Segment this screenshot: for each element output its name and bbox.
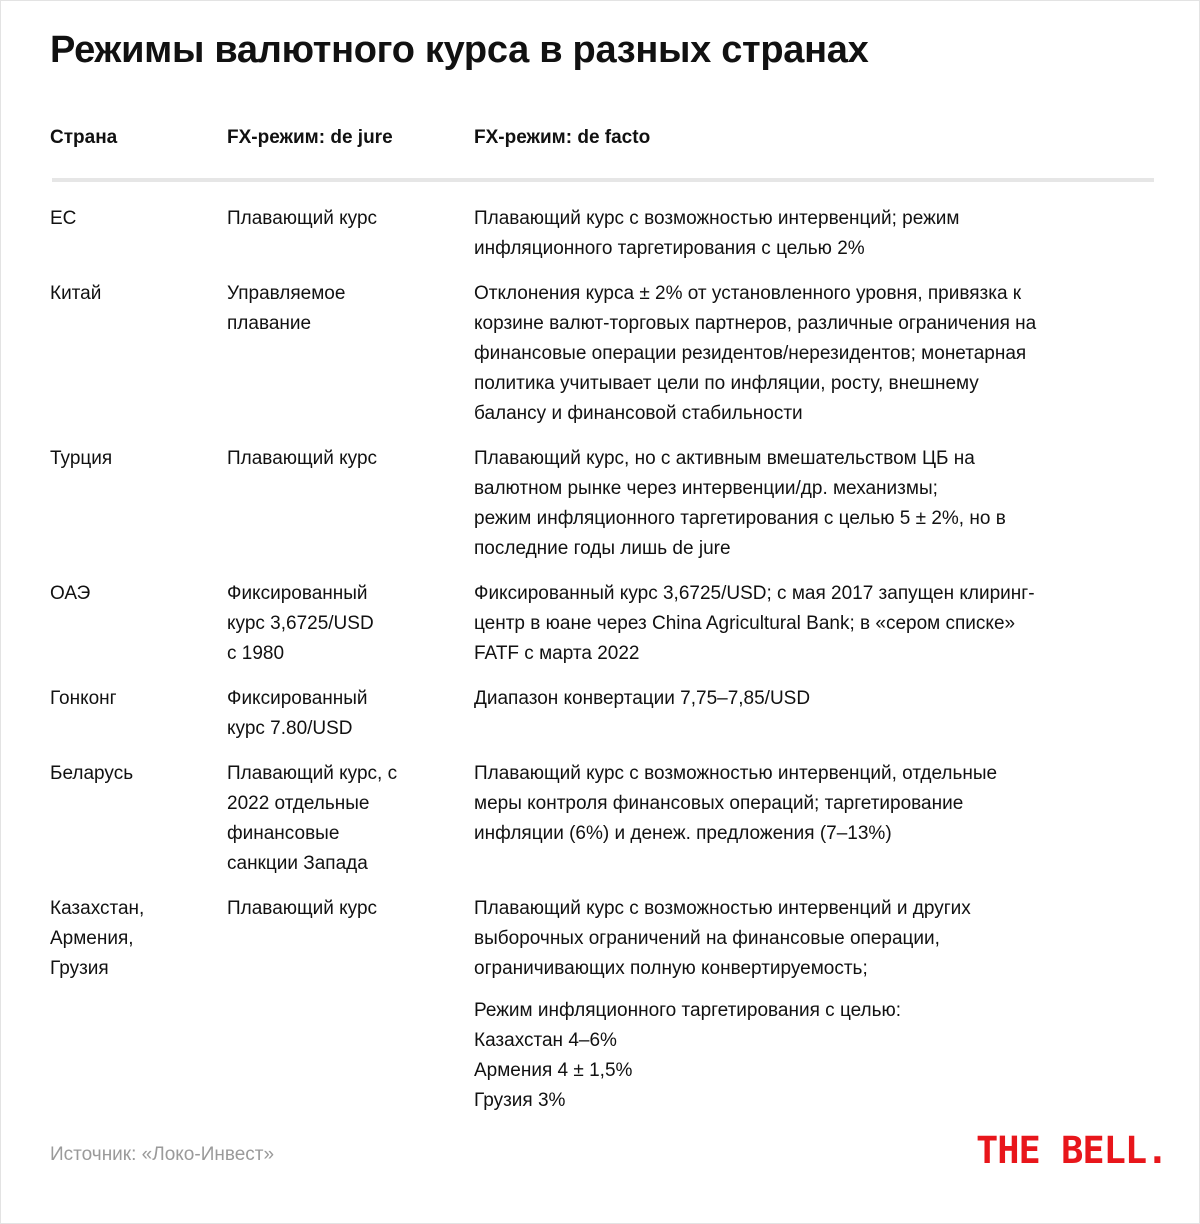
cell-country (50, 204, 210, 234)
header-divider (52, 178, 1154, 182)
cell-de-facto-line: ограничивающих полную конвертируемость; (474, 958, 868, 979)
table-row (50, 279, 1154, 444)
cell-de-jure-line: 2022 отдельные (227, 793, 370, 814)
cell-de-jure-line: Плавающий курс (227, 448, 378, 469)
cell-de-jure-line: курс 3,6725/USD (227, 613, 374, 634)
header-de-facto: FX-режим: de facto (474, 127, 651, 148)
cell-de-jure (227, 279, 442, 339)
table-row (50, 579, 1154, 684)
cell-de-facto (474, 444, 1154, 564)
cell-de-facto-line: валютном рынке через интервенции/др. механизмы; (474, 478, 938, 499)
cell-de-jure-line: Фиксированный (227, 583, 368, 604)
cell-de-facto-line: инфляционного таргетирования с целью 2% (474, 238, 865, 259)
cell-de-jure (227, 759, 442, 879)
cell-de-facto-line: Плавающий курс с возможностью интервенций; режим (474, 208, 960, 229)
cell-country-line: ОАЭ (50, 583, 91, 604)
header-de-jure: FX-режим: de jure (227, 127, 393, 148)
cell-de-facto-line: меры контроля финансовых операций; таргетирование (474, 793, 964, 814)
cell-de-jure-line: Фиксированный (227, 688, 368, 709)
cell-de-facto (474, 579, 1154, 669)
cell-de-facto-line: корзине валют-торговых партнеров, различные ограничения на (474, 313, 1037, 334)
cell-de-jure (227, 684, 442, 744)
cell-de-facto-line: Казахстан 4–6% (474, 1030, 617, 1051)
cell-de-facto (474, 894, 1154, 1116)
cell-country (50, 684, 210, 714)
cell-country-line: Грузия (50, 958, 109, 979)
table-row (50, 894, 1154, 1131)
cell-de-facto-line: последние годы лишь de jure (474, 538, 731, 559)
cell-de-facto-line: инфляции (6%) и денеж. предложения (7–13%) (474, 823, 892, 844)
cell-country-line: Армения, (50, 928, 134, 949)
cell-country (50, 444, 210, 474)
cell-de-facto-line: Режим инфляционного таргетирования с целью: (474, 1000, 902, 1021)
cell-de-facto-line: Грузия 3% (474, 1090, 566, 1111)
table-row (50, 759, 1154, 894)
cell-country (50, 579, 210, 609)
table-row (50, 684, 1154, 759)
cell-de-facto (474, 684, 1154, 714)
cell-de-jure (227, 579, 442, 669)
cell-de-facto-line: центр в юане через China Agricultural Bank; в «сером списке» (474, 613, 1016, 634)
cell-de-facto-line: FATF с марта 2022 (474, 643, 640, 664)
cell-de-jure (227, 204, 442, 234)
paragraph-gap (474, 984, 1154, 996)
table-header (50, 127, 1154, 157)
cell-de-facto-line: Плавающий курс с возможностью интервенций и других (474, 898, 971, 919)
cell-de-jure-line: Плавающий курс (227, 898, 378, 919)
page-title: Режимы валютного курса в разных странах (50, 29, 869, 71)
table-row (50, 444, 1154, 579)
cell-country (50, 279, 210, 309)
cell-country (50, 894, 210, 984)
cell-de-facto-line: Плавающий курс с возможностью интервенций, отдельные (474, 763, 998, 784)
cell-de-jure-line: финансовые (227, 823, 340, 844)
cell-de-facto (474, 279, 1154, 429)
cell-country-line: ЕС (50, 208, 77, 229)
cell-de-facto (474, 759, 1154, 849)
cell-de-jure-line: Управляемое (227, 283, 346, 304)
cell-de-facto-line: Диапазон конвертации 7,75–7,85/USD (474, 688, 811, 709)
cell-country-line: Беларусь (50, 763, 134, 784)
cell-de-jure-line: Плавающий курс (227, 208, 378, 229)
cell-de-facto-line: Отклонения курса ± 2% от установленного уровня, привязка к (474, 283, 1022, 304)
the-bell-logo: THE BELL. (976, 1129, 1168, 1172)
cell-de-facto-line: политика учитывает цели по инфляции, росту, внешнему (474, 373, 979, 394)
cell-de-jure (227, 894, 442, 924)
cell-de-facto-line: Армения 4 ± 1,5% (474, 1060, 633, 1081)
cell-de-jure (227, 444, 442, 474)
cell-country-line: Китай (50, 283, 102, 304)
cell-country (50, 759, 210, 789)
cell-de-jure-line: плавание (227, 313, 312, 334)
cell-de-facto-line: режим инфляционного таргетирования с целью 5 ± 2%, но в (474, 508, 1006, 529)
cell-de-jure-line: курс 7.80/USD (227, 718, 353, 739)
cell-de-facto-line: финансовые операции резидентов/нерезидентов; монетарная (474, 343, 1027, 364)
cell-de-facto-line: Плавающий курс, но с активным вмешательством ЦБ на (474, 448, 975, 469)
cell-de-facto-line: балансу и финансовой стабильности (474, 403, 803, 424)
table-row (50, 204, 1154, 279)
header-country: Страна (50, 127, 118, 148)
table-body (50, 204, 1154, 1131)
cell-de-facto-line: Фиксированный курс 3,6725/USD; с мая 2017 запущен клиринг- (474, 583, 1035, 604)
cell-country-line: Гонконг (50, 688, 117, 709)
cell-country-line: Турция (50, 448, 113, 469)
cell-country-line: Казахстан, (50, 898, 145, 919)
cell-de-jure-line: санкции Запада (227, 853, 368, 874)
cell-de-facto (474, 204, 1154, 264)
source-note: Источник: «Локо-Инвест» (50, 1144, 275, 1165)
cell-de-jure-line: Плавающий курс, с (227, 763, 398, 784)
cell-de-jure-line: с 1980 (227, 643, 285, 664)
cell-de-facto-line: выборочных ограничений на финансовые операции, (474, 928, 940, 949)
